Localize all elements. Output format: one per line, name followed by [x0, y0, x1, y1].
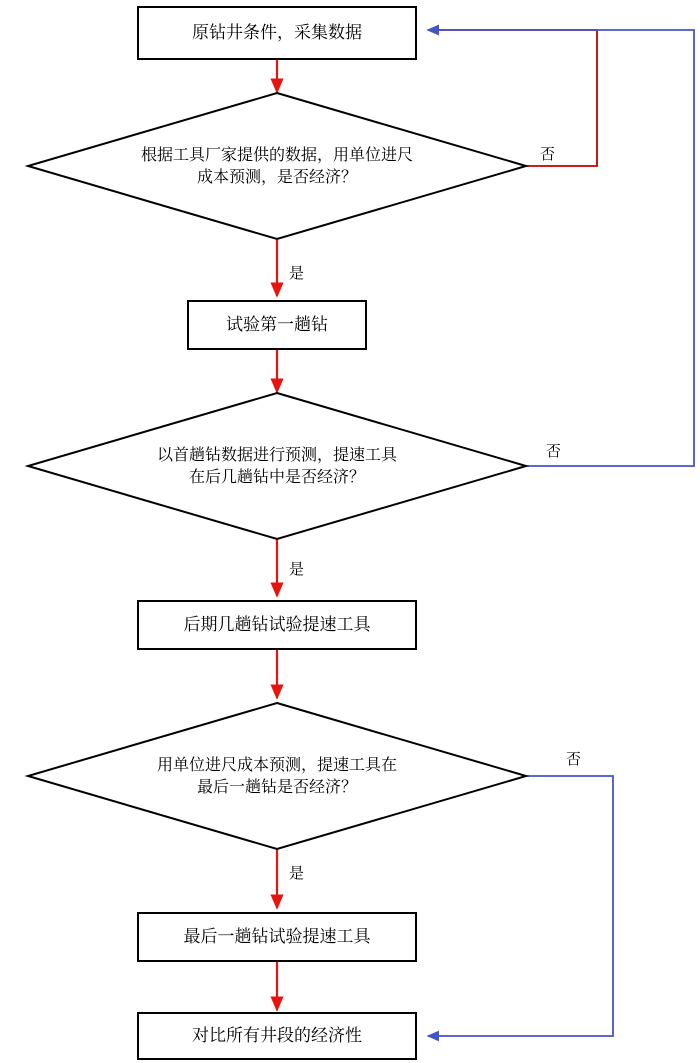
edge-label-yes-2: 是 [289, 560, 305, 578]
node-collect-data[interactable] [137, 6, 417, 60]
diamond-shape [27, 392, 527, 540]
node-later-runs-test-tool[interactable] [137, 600, 417, 650]
diamond-shape [27, 702, 527, 850]
edge-label-no-1: 否 [540, 145, 556, 163]
decision-vendor-cost-economic[interactable] [27, 92, 527, 240]
node-compare-all-sections-label: 对比所有井段的经济性 [192, 1025, 362, 1046]
decision2-line2: 在后几趟钻中是否经济？ [188, 467, 365, 486]
decision1-line1: 根据工具厂家提供的数据，用单位进尺 [140, 144, 413, 164]
edge-label-no-2: 否 [546, 442, 562, 460]
node-collect-data-label: 原钻井条件，采集数据 [192, 22, 362, 43]
edge-label-yes-3: 是 [289, 864, 305, 882]
decision-last-run-economic[interactable] [27, 702, 527, 850]
decision-first-run-forecast-economic[interactable] [27, 392, 527, 540]
node-last-run-test-tool-label: 最后一趟钻试验提速工具 [183, 926, 371, 947]
node-last-run-test-tool[interactable] [137, 912, 417, 962]
node-test-first-run[interactable] [187, 300, 367, 350]
node-compare-all-sections[interactable] [137, 1012, 417, 1060]
decision2-line1: 以首趟钻数据进行预测，提速工具 [156, 444, 397, 464]
node-later-runs-test-tool-label: 后期几趟钻试验提速工具 [183, 614, 371, 635]
decision1-line2: 成本预测，是否经济？ [196, 167, 357, 186]
diamond-shape [27, 92, 527, 240]
edge-label-no-3: 否 [566, 750, 582, 768]
decision3-line1: 用单位进尺成本预测，提速工具在 [156, 754, 397, 774]
node-test-first-run-label: 试验第一趟钻 [226, 314, 328, 335]
decision3-line2: 最后一趟钻是否经济？ [196, 777, 357, 796]
edge-label-yes-1: 是 [289, 264, 305, 282]
